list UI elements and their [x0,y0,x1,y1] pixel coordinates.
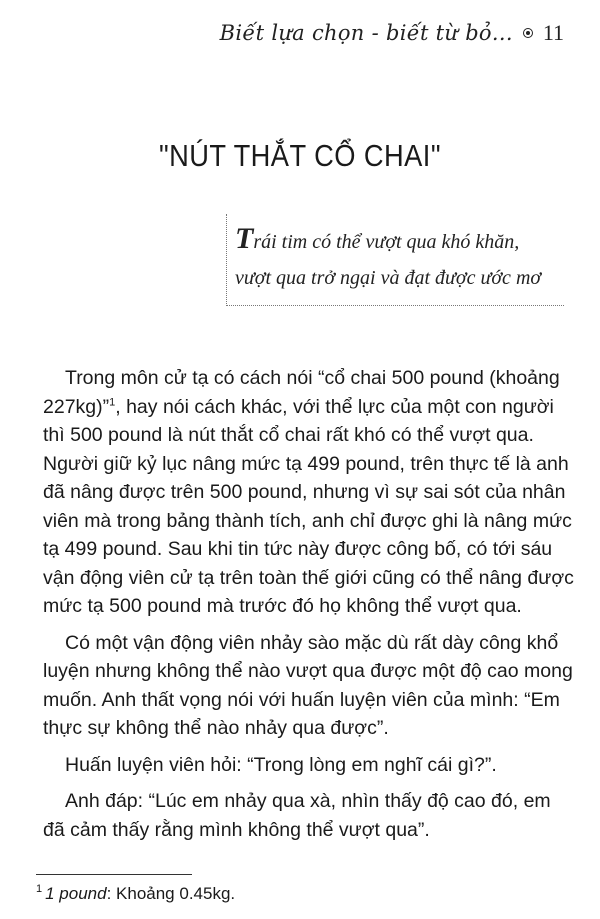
paragraph-2 [43,629,573,743]
text-line: Anh đáp: “Lúc em nhảy qua xà, nhìn thấy độ cao đó, em [65,790,551,812]
body-text [43,364,574,852]
running-title: Biết lựa chọn - biết từ bỏ... [219,21,513,45]
paragraph-3 [43,751,563,780]
text-line: mức tạ 500 pound mà trước đó họ không thể vượt qua. [43,595,522,617]
text-line: Trong môn cử tạ có cách nói “cổ chai 500 pound (khoảng [65,367,560,389]
text-line: thì 500 pound là nút thắt cổ chai rất khó có thể vượt qua. [43,424,534,446]
footnote-term: 1 pound [45,884,107,903]
footnote-marker: 1 [36,883,43,896]
text-line: Có một vận động viên nhảy sào mặc dù rất dày công khổ [65,631,559,654]
running-header [220,20,564,46]
epigraph-drop-cap: T [235,222,254,255]
footnote-text: : Khoảng 0.45kg. [106,884,236,903]
chapter-title: "NÚT THẮT CỔ CHAI" [159,138,441,173]
text-line: Người giữ kỷ lục nâng mức tạ 499 pound, trên thực tế là anh [43,452,569,475]
epigraph-line-1-text: rái tim có thể vượt qua khó khăn, [253,231,520,253]
text-line: tạ 499 pound. Sau khi tin tức này được công bố, có tới sáu [43,538,553,560]
epigraph-line-2: vượt qua trở ngại và đạt được ước mơ [235,267,542,289]
text-line-part: , hay nói cách khác, với thể lực của một con người [115,395,554,418]
text-line: muốn. Anh thất vọng nói với huấn luyện viên của mình: “Em [43,688,560,711]
epigraph-box [226,214,564,306]
footnote-reference[interactable]: 1 [109,396,116,408]
text-line: viên mà trong bảng thành tích, anh chỉ được ghi là nâng mức [43,509,572,532]
bullet-ornament-icon [523,28,533,38]
paragraph-1 [43,364,574,621]
footnote [36,884,235,904]
text-line-part: 227kg)” [43,395,110,418]
text-line [43,393,563,422]
epigraph-line-1 [235,224,564,260]
text-line: đã nâng được trên 500 pound, nhưng vì sự sai sót của nhân [43,481,566,503]
text-line: vận động viên cử tạ trên toàn thế giới cũng có thể nâng được [43,566,574,589]
text-line: luyện nhưng không thể nào vượt qua được một độ cao mong [43,660,573,682]
paragraph-4 [43,787,563,844]
text-line: đã cảm thấy rằng mình không thể vượt qua”. [43,818,430,841]
text-line: thực sự không thể nào nhảy qua được”. [43,717,389,739]
text-line: Huấn luyện viên hỏi: “Trong lòng em nghĩ cái gì?”. [65,753,497,776]
page-number: 11 [542,20,564,45]
footnote-divider [36,874,192,875]
